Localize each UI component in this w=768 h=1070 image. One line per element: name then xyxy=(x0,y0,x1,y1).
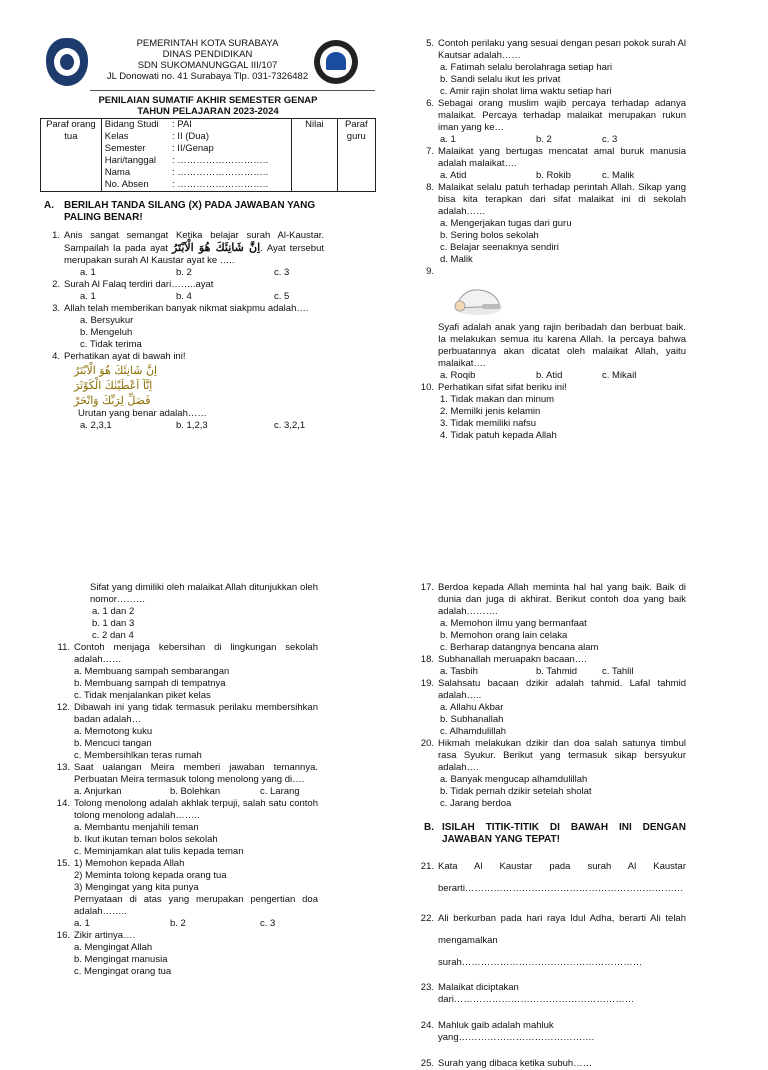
question-12: 12. Dibawah ini yang tidak termasuk perilaku membersihkan badan adalah… xyxy=(56,702,318,725)
ayat-1: اِنَّ شَانِئَكَ هُوَ الْاَبْتَرُ xyxy=(74,364,158,377)
header-line2: DINAS PENDIDIKAN xyxy=(162,49,253,60)
question-2: 2. Surah Al Falaq terdiri dari……..ayat xyxy=(52,279,214,290)
question-22: 22. Ali berkurban pada hari raya Idul Adha, berarti Ali telah mengamalkan surah………………………………………………… xyxy=(420,913,686,968)
nilai-cell: Nilai xyxy=(292,119,338,192)
section-a-title: A. BERILAH TANDA SILANG (X) PADA JAWABAN YANG PALING BENAR! xyxy=(44,200,316,223)
question-10: 10. Perhatikan sifat sifat beriku ini! xyxy=(420,382,567,393)
question-21: 21. Kata Al Kaustar pada surah Al Kaustar berarti…………………………………………………………… xyxy=(420,861,686,894)
question-3: 3. Allah telah memberikan banyak nikmat siakpmu adalah…. xyxy=(52,303,309,314)
praying-child-illustration xyxy=(448,278,508,318)
question-8: 8. Malaikat selalu patuh terhadap perintah Allah. Sikap yang bisa kita terapkan dari sifat malaikat ini di sekolah adalah…… xyxy=(426,182,686,217)
question-17: 17. Berdoa kepada Allah meminta hal hal yang baik. Baik di dunia dan juga di akhirat. Berikut contoh doa yang baik adalah………. xyxy=(420,582,686,617)
question-25: 25. Surah yang dibaca ketika subuh…… xyxy=(420,1058,593,1069)
question-13: 13. Saat ualangan Meira memberi jawaban temannya. Perbuatan Meira termasuk tolong menolong yang di…. xyxy=(56,762,318,785)
question-23: 23. Malaikat diciptakan dari………………………………………………… xyxy=(420,982,635,1005)
section-b-title: B. ISILAH TITIK-TITIK DI BAWAH INI DENGAN JAWABAN YANG TEPAT! xyxy=(424,822,686,845)
header-divider xyxy=(90,90,375,91)
header-line1: PEMERINTAH KOTA SURABAYA xyxy=(136,38,279,49)
question-6: 6. Sebagai orang muslim wajib percaya terhadap adanya malaikat. Percaya terhadap malaikat merupakan rukun iman yang ke… xyxy=(426,98,686,133)
question-5: 5. Contoh perilaku yang sesuai dengan pesan pokok surah Al Kautsar adalah…… xyxy=(426,38,686,61)
question-20: 20. Hikmah melakukan dzikir dan doa salah satunya timbul rasa Syukur. Berikut yang termasuk sikap bersyukur adalah…. xyxy=(420,738,686,773)
header-line3: SDN SUKOMANUNGGAL III/107 xyxy=(137,60,278,71)
school-logo-left xyxy=(46,38,88,86)
question-9: 9. xyxy=(426,266,434,277)
question-7: 7. Malaikat yang bertugas mencatat amal buruk manusia adalah malaikat…. xyxy=(426,146,686,169)
question-11: 11. Contoh menjaga kebersihan di lingkungan sekolah adalah…… xyxy=(57,642,318,665)
paraf-ortu-cell: Paraf orang tua xyxy=(41,119,102,192)
option: b. Mengeluh xyxy=(80,327,133,338)
question-18: 18. Subhanallah meruapakn bacaan…. xyxy=(420,654,587,665)
student-info-table: Paraf orang tua Bidang Studi : PAI Nilai Paraf guru Kelas : II (Dua) Semester : II/Genap Hari/tanggal : ……………………….. Nama : ……………………….. No. Absen : ……………………….. xyxy=(40,118,376,192)
option: a. Bersyukur xyxy=(80,315,134,326)
exam-title: PENILAIAN SUMATIF AKHIR SEMESTER GENAP xyxy=(98,95,318,106)
question-15: 15. 1) Memohon kepada Allah xyxy=(56,858,185,869)
question-14: 14. Tolong menolong adalah akhlak terpuji, salah satu contoh tolong menolong adalah…….. xyxy=(56,798,318,821)
question-9-text: Syafi adalah anak yang rajin beribadah dan berbuat baik. Ia melakukan semua itu karena Allah. Ia percaya bahwa perbuatannya akan dicatat oleh malaikat Allah, yaitu malaikat…. xyxy=(438,322,686,369)
question-19: 19. Salahsatu bacaan dzikir adalah tahmid. Lafal tahmid adalah….. xyxy=(420,678,686,701)
question-4: 4. Perhatikan ayat di bawah ini! xyxy=(52,351,186,362)
paraf-guru-cell: Paraf guru xyxy=(337,119,375,192)
question-24: 24. Mahluk gaib adalah mahluk yang……………………………………. xyxy=(420,1020,595,1043)
question-1: 1. Anis sangat semangat Ketika belajar surah Al-Kaustar. Sampailah Ia pada ayat اِنَّ شَانِئَكَ هُوَ الْاَبْتَرُ. Ayat tersebut merupakan surah Al Kaustar ayat ke ….. xyxy=(52,230,324,266)
question-16: 16. Zikir artinya…. xyxy=(56,930,136,941)
question-10-continued: Sifat yang dimiliki oleh malaikat Allah ditunjukkan oleh nomor……… xyxy=(90,582,318,605)
exam-year: TAHUN PELAJARAN 2023-2024 xyxy=(137,106,279,117)
ayat-3: فَصَلِّ لِرَبِّكَ وَانْحَرْ xyxy=(74,394,151,407)
option: c. Tidak terima xyxy=(80,339,142,350)
ayat-2: اِنَّآ اَعْطَيْنٰكَ الْكَوْثَرَ xyxy=(74,379,153,392)
header-address: JL Donowati no. 41 Surabaya Tlp. 031-7326482 xyxy=(106,71,309,82)
